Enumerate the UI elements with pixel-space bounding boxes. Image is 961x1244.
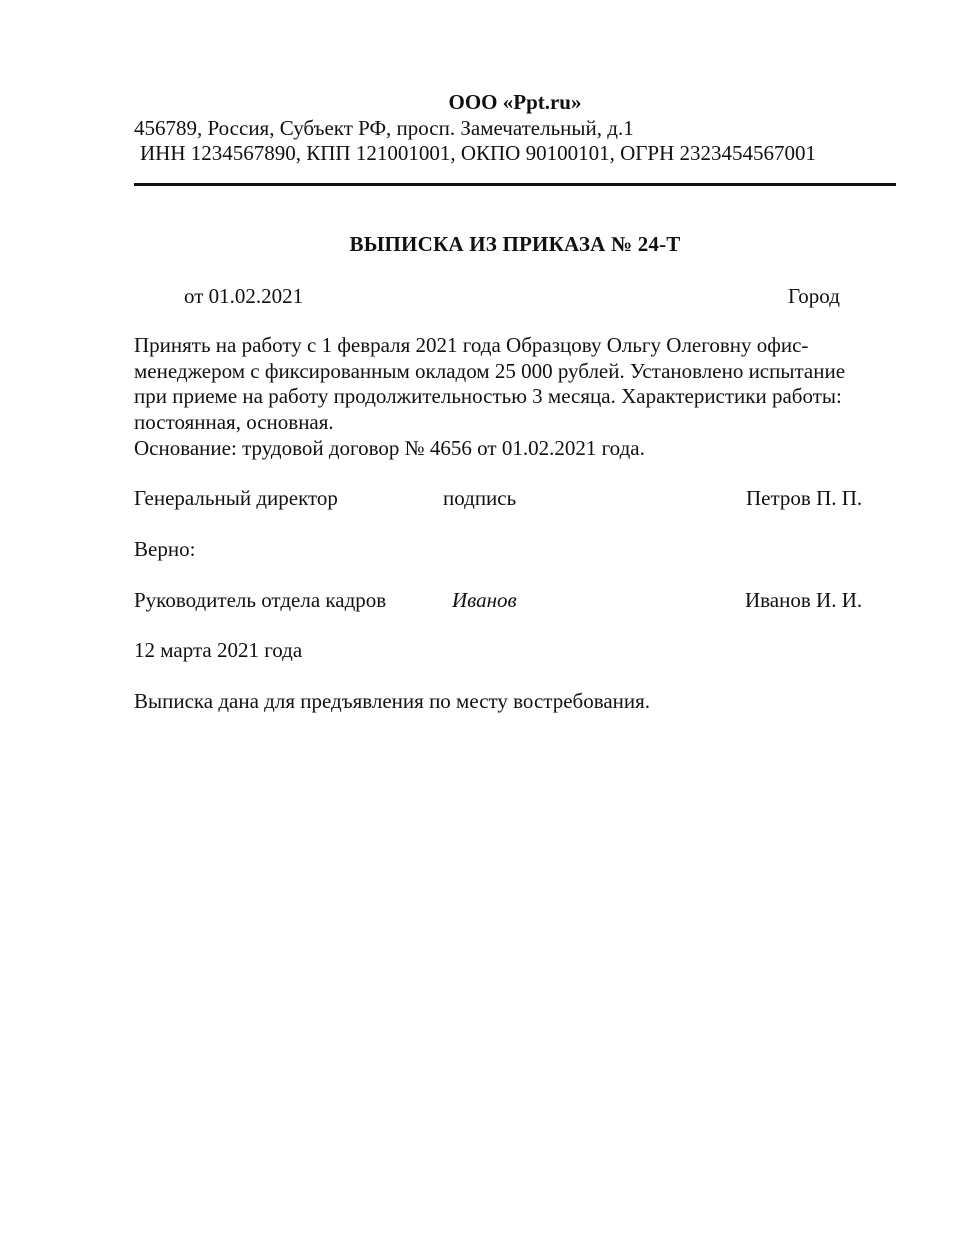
organization-address: 456789, Россия, Субъект РФ, просп. Замечательный, д.1 <box>134 116 634 140</box>
document-date: от 01.02.2021 <box>184 284 304 308</box>
issue-purpose: Выписка дана для предъявления по месту востребования. <box>134 689 651 713</box>
issue-date: 12 марта 2021 года <box>134 638 303 662</box>
director-signature: подпись <box>443 486 517 510</box>
order-text-line: менеджером с фиксированным окладом 25 000 рублей. Установлено испытание <box>134 358 846 383</box>
order-text-line: при приеме на работу продолжительностью 3 месяца. Характеристики работы: <box>134 384 842 408</box>
hr-head-name: Иванов И. И. <box>745 588 863 612</box>
organization-codes: ИНН 1234567890, КПП 121001001, ОКПО 90100101, ОГРН 2323454567001 <box>140 141 816 165</box>
organization-name: ООО «Ppt.ru» <box>448 90 582 114</box>
order-text-line: постоянная, основная. <box>134 409 334 434</box>
order-basis: Основание: трудовой договор № 4656 от 01.02.2021 года. <box>134 436 645 460</box>
certified-label: Верно: <box>134 537 196 561</box>
director-name: Петров П. П. <box>746 486 863 510</box>
hr-head-signature: Иванов <box>452 588 517 612</box>
order-text-line: Принять на работу с 1 февраля 2021 года Образцову Ольгу Олеговну офис- <box>134 333 809 357</box>
document-title: ВЫПИСКА ИЗ ПРИКАЗА № 24-Т <box>349 232 681 256</box>
document-city: Город <box>788 284 840 308</box>
director-position: Генеральный директор <box>134 486 338 510</box>
order-text <box>134 333 894 435</box>
hr-head-position: Руководитель отдела кадров <box>134 588 387 612</box>
header-divider <box>134 183 896 186</box>
